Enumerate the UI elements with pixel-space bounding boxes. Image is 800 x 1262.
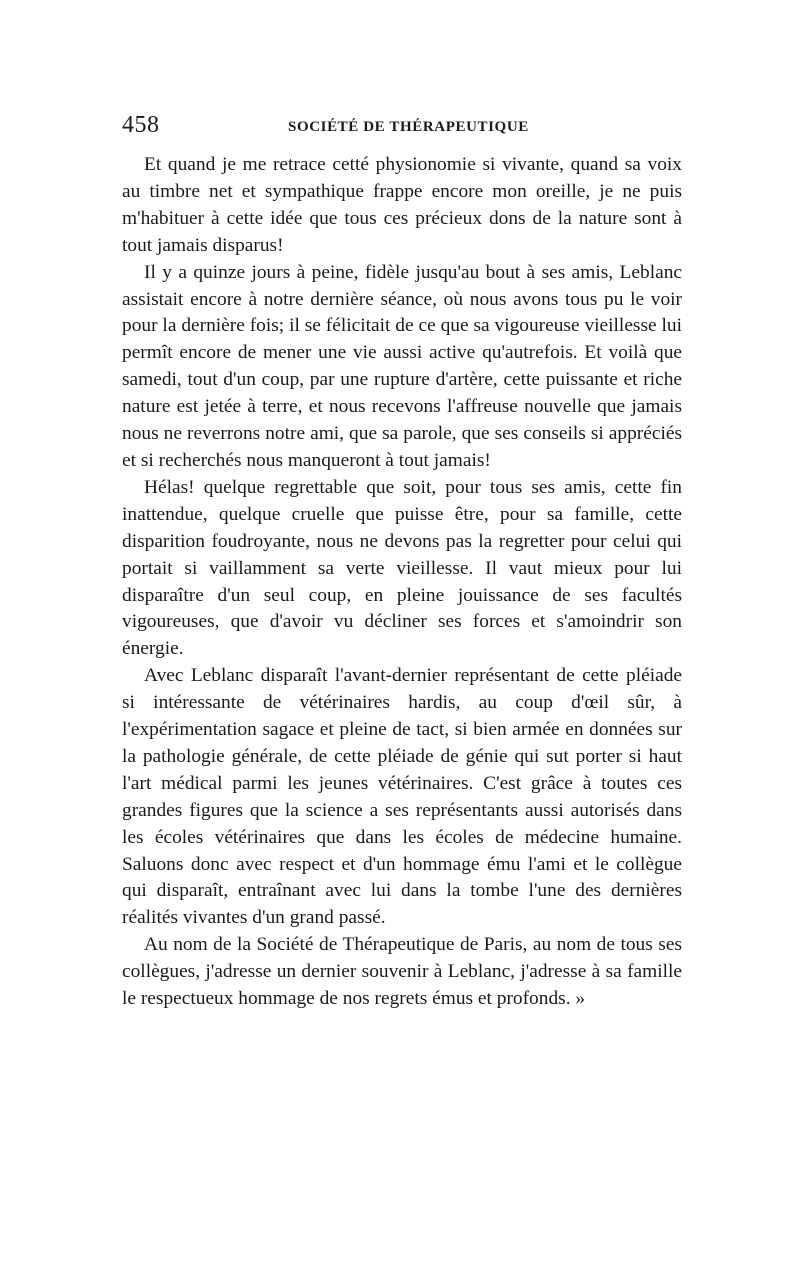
paragraph: Au nom de la Société de Thérapeutique de Paris, au nom de tous ses collègues, j'adresse un dernier souvenir à Leblanc, j'adresse à sa famille le respectueux hommage de nos regrets émus et profonds. »	[122, 934, 682, 1010]
running-head	[122, 112, 682, 142]
body-text	[122, 152, 682, 1013]
paragraph: Avec Leblanc disparaît l'avant-dernier représentant de cette pléiade si intéressante de vétérinaires hardis, au coup d'œil sûr, à l'expérimentation sagace et pleine de tact, si bien armée en données sur la pathologie générale, de cette pléiade de génie qui sut porter si haut l'art médical parmi les jeunes vétérinaires. C'est grâce à toutes ces grandes figures que la science a ses représentants aussi autorisés dans les écoles vétérinaires que dans les écoles de médecine humaine. Saluons donc avec respect et d'un hommage ému l'ami et le collègue qui disparaît, entraînant avec lui dans la tombe l'une des dernières réalités vivantes d'un grand passé.	[122, 665, 682, 929]
paragraph: Hélas! quelque regrettable que soit, pour tous ses amis, cette fin inattendue, quelque cruelle que puisse être, pour sa famille, cette disparition foudroyante, nous ne devons pas la regretter pour celui qui portait si vaillamment sa verte vieillesse. Il vaut mieux pour lui disparaître d'un seul coup, en pleine jouissance de ses facultés vigoureuses, que d'avoir vu décliner ses forces et s'amoindrir son énergie.	[122, 476, 682, 660]
paragraph: Et quand je me retrace cetté physionomie si vivante, quand sa voix au timbre net et sympathique frappe encore mon oreille, je ne puis m'habituer à cette idée que tous ces précieux dons de la nature sont à tout jamais disparus!	[122, 154, 682, 256]
running-head-title: SOCIÉTÉ DE THÉRAPEUTIQUE	[288, 119, 529, 135]
paragraph: Il y a quinze jours à peine, fidèle jusqu'au bout à ses amis, Leblanc assistait encore à notre dernière séance, où nous avons tous pu le voir pour la dernière fois; il se félicitait de ce que sa vigoureuse vieillesse lui permît encore de mener une vie aussi active qu'autrefois. Et voilà que samedi, tout d'un coup, par une rupture d'artère, cette puissante et riche nature est jetée à terre, et nous recevons l'affreuse nouvelle que jamais nous ne reverrons notre ami, que sa parole, que ses conseils si appréciés et si recherchés nous manqueront à tout jamais!	[122, 261, 682, 471]
page-number: 458	[122, 112, 160, 138]
